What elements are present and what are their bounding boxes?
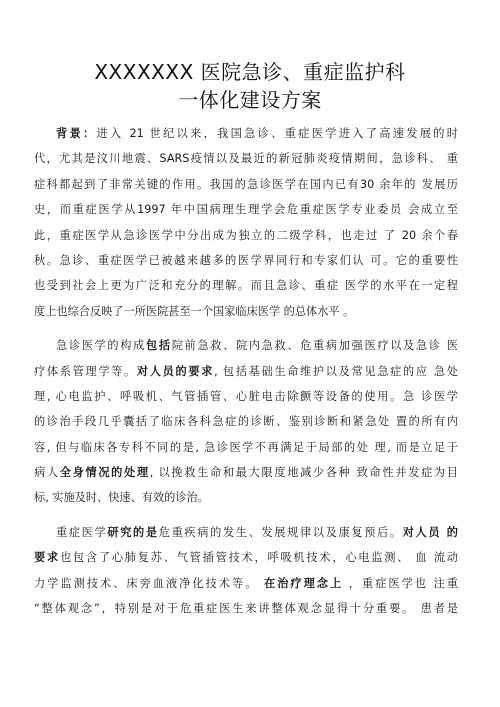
document-body xyxy=(34,121,458,621)
text-line: 代，尤其是汶川地震、SARS疫情以及最近的新冠肺炎疫情期间，急诊科、 重 xyxy=(34,152,458,166)
text-line: 力学监测技术、床旁血液净化技术等。 在治疗理念上 ，重症医学也 注重 xyxy=(34,576,458,590)
text-line: “整体观念”，特别是对于危重症医生来讲整体观念显得十分重要。 患者是 xyxy=(34,602,458,616)
text-line: 度上也综合反映了一所医院甚至一个国家临床医学 的总体水平 。 xyxy=(34,304,355,318)
bold-term: 研究的是 xyxy=(107,525,159,539)
paragraph-emergency-medicine xyxy=(34,333,458,511)
text-line: 也受到社会上更为广泛和充分的理解。而且急诊、重症 医学的水平在一定程 xyxy=(34,279,458,293)
text-line: 背景：进入 21 世纪以来，我国急诊、重症医学进入了高速发展的时 xyxy=(56,127,458,140)
text-line: 急诊医学的构成包括院前急救、院内急救、危重病加强医疗以及急诊 医 xyxy=(56,339,458,353)
text-line: 秋。急诊、重症医学已被越来越多的医学界同行和专家们认 可。它的重要性 xyxy=(34,253,458,267)
text-line: 史，而重症医学从1997 年中国病理生理学会危重症医学专业委员 会成立至 xyxy=(34,203,458,217)
text-line: 重症医学研究的是危重疾病的发生、发展规律以及康复预后。对人员 的 xyxy=(56,525,458,539)
text-line: 要求也包含了心肺复苏、气管插管技术，呼吸机技术，心电监测、 血 流动 xyxy=(34,551,458,565)
document-title-line2: 一体化建设方案 xyxy=(178,88,322,112)
bold-term: 包括 xyxy=(145,339,172,353)
bold-term: 对人员的要求 xyxy=(136,364,215,378)
text-line: 的诊治手段几乎囊括了临床各科急症的诊断、鉴别诊断和紧急处 置的所有内 xyxy=(34,415,458,429)
document-title-line1: XXXXXXX 医院急诊、重症监护科 xyxy=(94,60,406,84)
text-line: 疗体系管理学等。对人员的要求, 包括基础生命维护以及常见急症的应 急处 xyxy=(34,364,458,378)
bold-term: 全身情况的处理 xyxy=(59,466,150,480)
paragraph-background xyxy=(34,121,458,324)
bold-term: 对人员 的 xyxy=(402,525,458,539)
text-line: 理, 心电监护、呼吸机、气管插管、心脏电击除颤等设备的使用。急 诊医学 xyxy=(34,389,458,403)
bold-term: 要求 xyxy=(34,551,60,565)
text-line: 症科都起到了非常关键的作用。我国的急诊医学在国内已有30 余年的 发展历 xyxy=(34,177,458,191)
paragraph-critical-care xyxy=(34,520,458,622)
bold-term: 在治疗理念上 xyxy=(264,576,344,590)
text-line: 容, 但与临床各专科不同的是, 急诊医学不再满足于局部的处 理, 而是立足于 xyxy=(34,440,458,454)
text-line: 标, 实施及时、快速、有效的诊治。 xyxy=(34,491,209,505)
bold-term: 背景： xyxy=(56,127,97,140)
text-line: 病人全身情况的处理, 以挽救生命和最大限度地减少各种 致命性并发症为目 xyxy=(34,466,458,480)
text-line: 此，重症医学从急诊医学中分出成为独立的二级学科，也走过 了 20 余个春 xyxy=(34,228,458,242)
